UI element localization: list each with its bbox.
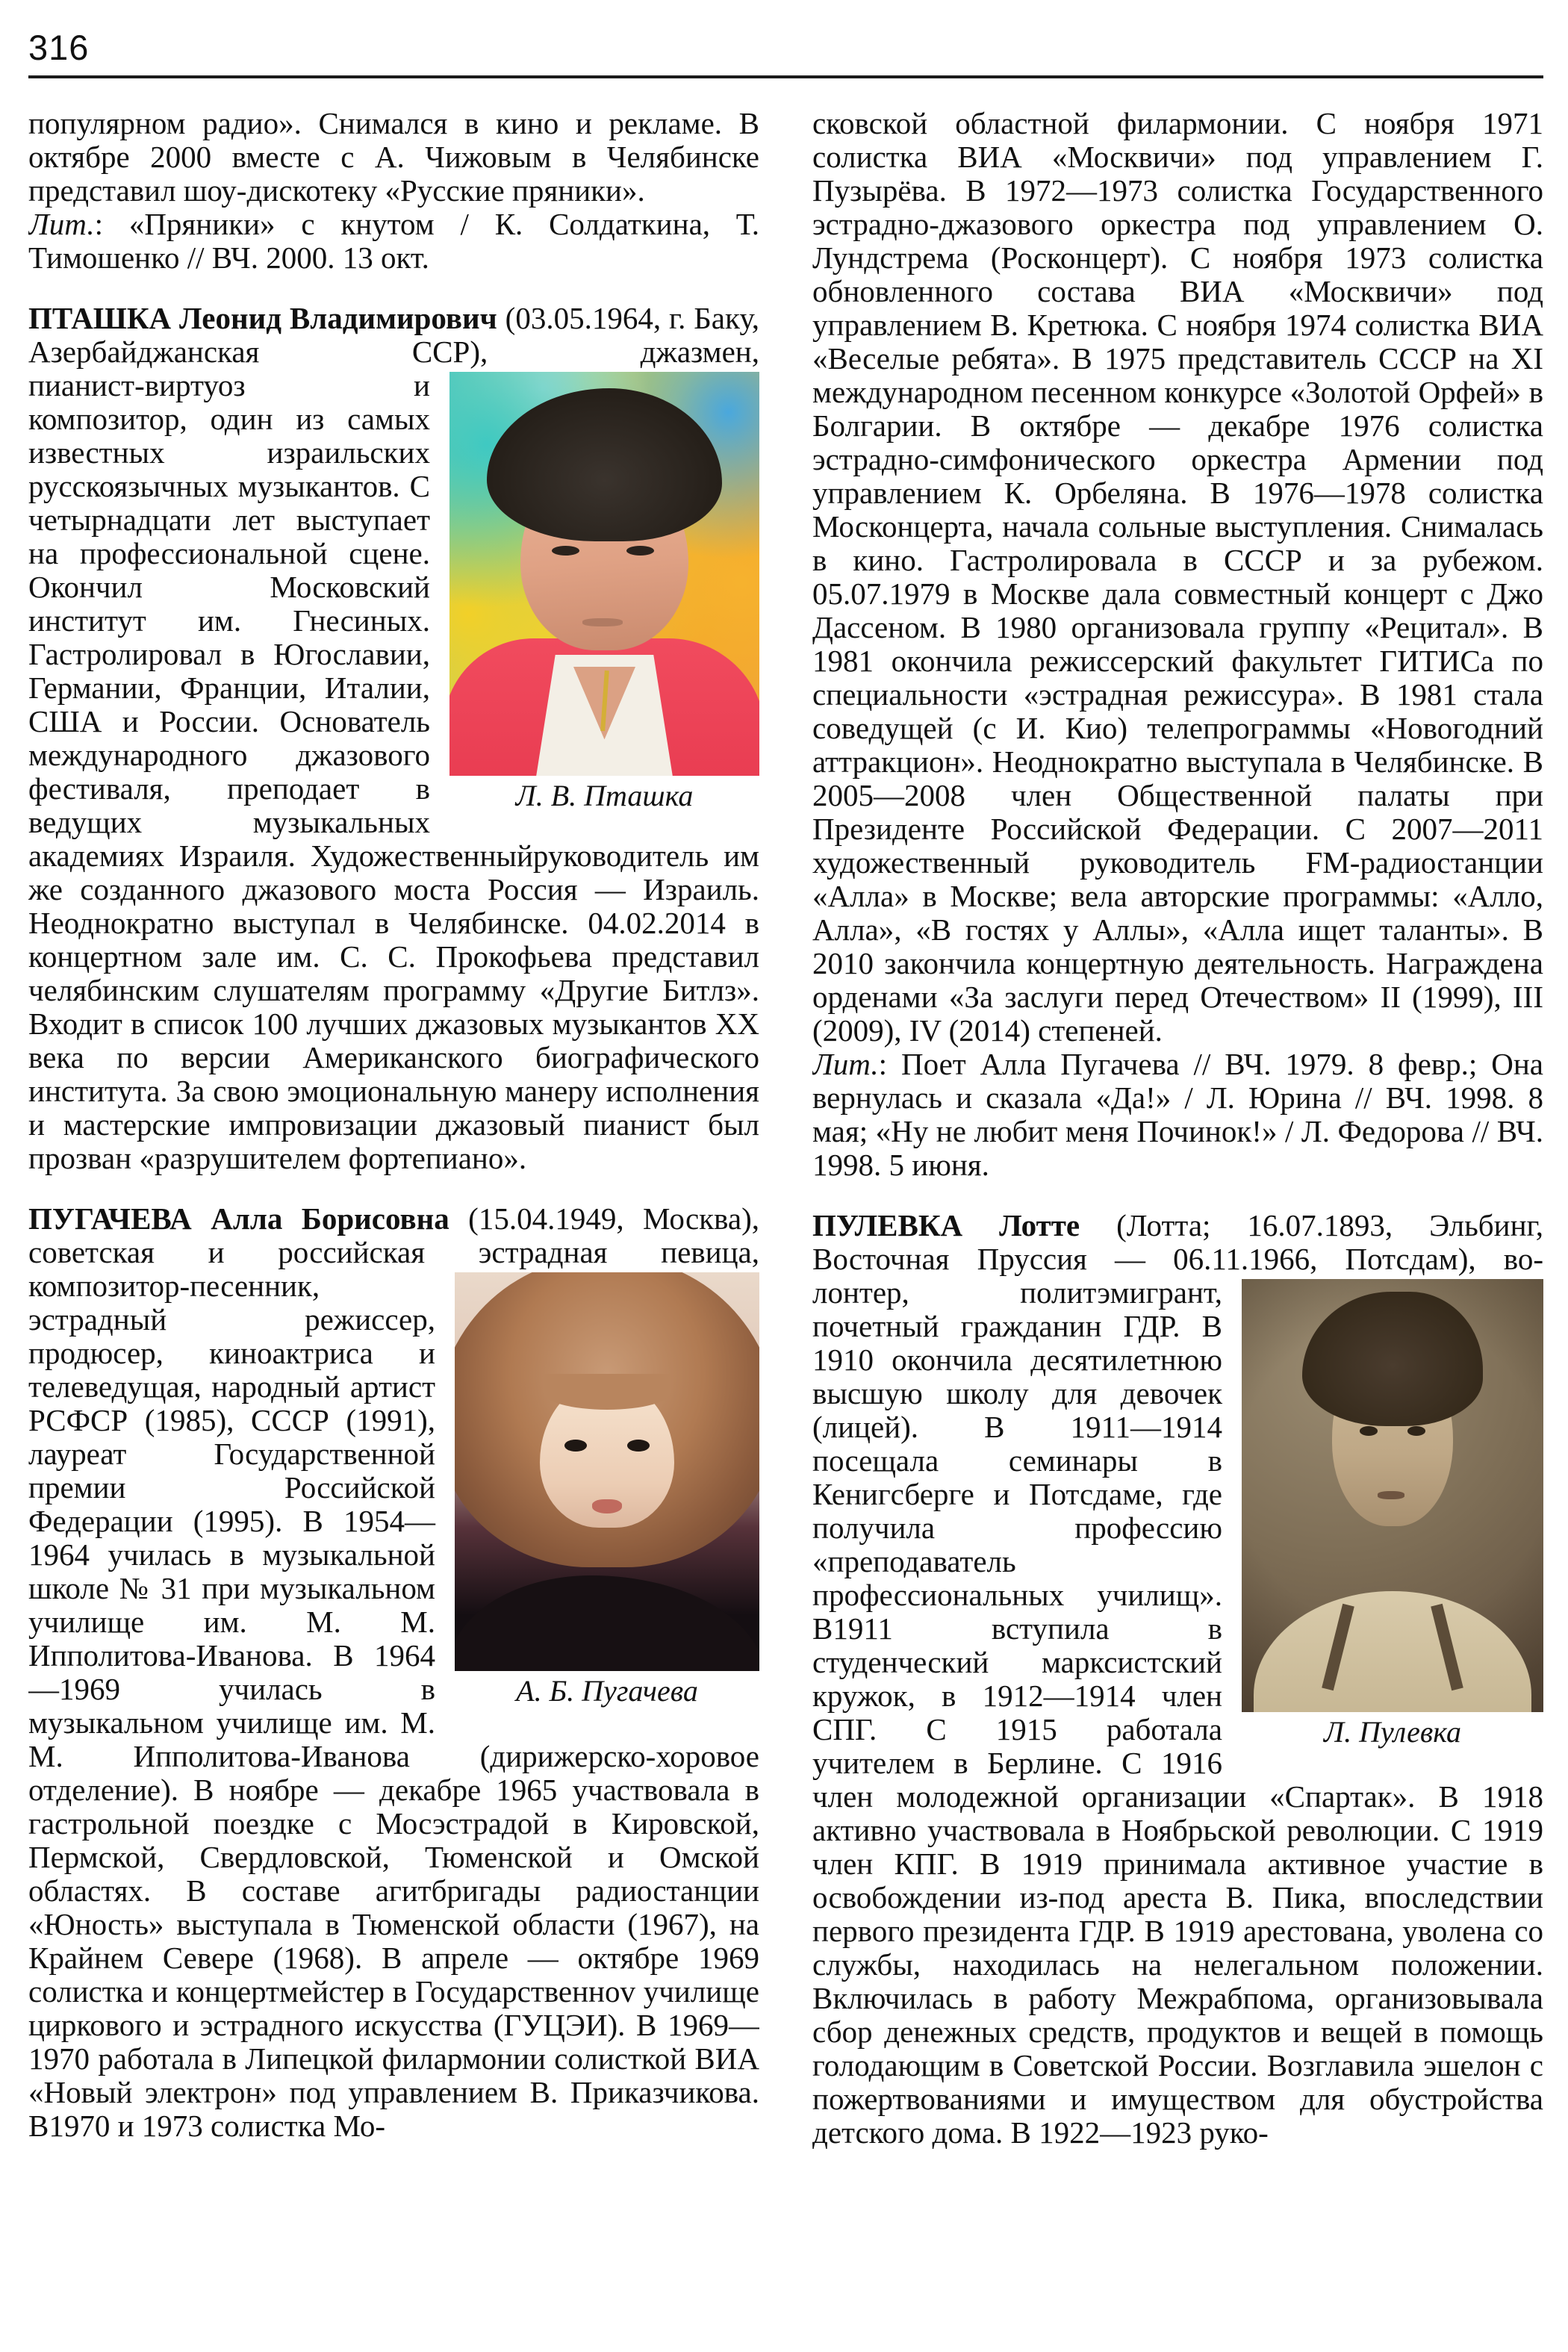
ptashka-caption: Л. В. Пташка: [515, 779, 694, 812]
left-eye: [552, 546, 579, 556]
right-eye: [626, 546, 654, 556]
entry-lead-text: (03.05.1964, г. Баку, Азербайджанская ССР), джазмен,: [28, 301, 759, 369]
entry-headword: ПУГАЧЕВА Алла Борисовна: [28, 1201, 449, 1236]
entry-pugacheva: [28, 1202, 759, 2143]
literature-reference-1: [28, 208, 759, 275]
continuation-paragraph: популярном радио». Снимался в кино и рекламе. В октябре 2000 вместе с А. Чижовым в Челябинске представил шоу-дискотеку «Русские пряники».: [28, 107, 759, 208]
lit-text: : «Пряники» с кнутом / К. Солдаткина, Т. Тимошенко // ВЧ. 2000. 13 окт.: [28, 207, 759, 275]
pulevka-photo: [1242, 1279, 1543, 1712]
entry-lead: [812, 1209, 1543, 1276]
lips: [592, 1499, 623, 1513]
entry-ptashka: [28, 302, 759, 1175]
left-eye: [1360, 1426, 1378, 1436]
mouth: [582, 618, 623, 626]
two-column-text: [28, 107, 1543, 2347]
pulevka-figure: [1242, 1279, 1543, 1749]
pugacheva-caption: А. Б. Пугачева: [516, 1674, 698, 1708]
entry-body: композитор-песенник, эстрадный режиссер, продюсер, киноактриса и телеведущая, народный артист РСФСР (1985), СССР (1991), лауреат Государственной премии Российской Федерации (1995). В 1954—1964 училась в музыкальной школе № 31 при музыкальном училище им. М. М. Ипполитова-Иванова. В 1964—1969 училась в музыкальном училище им. М. М. Ипполитова-Иванова (дирижерско-хоровое отделение). В ноябре — декабре 1965 участвовала в гастрольной поездке с Мосэстрадой в Кировской, Пермской, Свердловской, Тюменской и Омской областях. В составе агитбригады радиостанции «Юность» выступала в Тюменской области (1967), на Крайнем Севере (1968). В апреле — октябре 1969 солистка и концертмейстер в Государственнov училище циркового и эстрадного искусства (ГУЦЭИ). В 1969—1970 работала в Липецкой филармонии солисткой ВИА «Новый электрон» под управлением В. Приказчикова. В1970 и 1973 солистка Мо-: [28, 1269, 759, 2143]
ptashka-figure: [449, 372, 759, 813]
entry-headword: ПУЛЕВКА Лотте: [812, 1208, 1080, 1242]
pugacheva-photo: [455, 1272, 759, 1671]
entry-body: лонтер, политэмигрант, почетный гражданин ГДР. В 1910 окончила десятилетнюю высшую школу для девочек (лицей). В 1911—1914 посещала семинары в Кенигсберге и Потсдаме, где получила профессию «преподаватель профессиональных училищ». В1911 вступила в студенческий марксистский кружок, в 1912—1914 член СПГ. С 1915 работала учителем в Берлине. С 1916 член молодежной организации «Спартак». В 1918 активно участвовала в Ноябрьской революции. С 1919 член КПГ. В 1919 принимала активное участие в освобождении из-под ареста В. Пика, впоследствии первого президента ГДР. В 1919 арестована, уволена со службы, находилась на нелегальном положении. Включилась в работу Межрабпома, организовывала сбор денежных средств, продуктов и вещей в помощь голодающим в Советской России. Возглавила эшелон с пожертвованиями и имуществом для обустройства детского дома. В 1922—1923 руко-: [812, 1275, 1543, 2150]
entry-headword: ПТАШКА Леонид Владимирович: [28, 301, 497, 335]
header-rule: [28, 75, 1543, 78]
mouth: [1378, 1491, 1404, 1499]
pugacheva-figure: [455, 1272, 759, 1708]
bangs: [543, 1374, 671, 1410]
entry-lead: [28, 302, 759, 369]
lit-label: Лит.: [28, 207, 95, 241]
page-number: 316: [28, 28, 90, 67]
ptashka-photo: [449, 372, 759, 776]
entry-pulevka: [812, 1209, 1543, 2150]
entry-lead-text: (Лотта; 16.07.1893, Эльбинг, Восточная Пруссия — 06.11.1966, Потсдам), во-: [812, 1208, 1543, 1276]
pugacheva-continued-paragraph: сковской областной филармонии. С ноября 1971 солистка ВИА «Москвичи» под управлением Г. Пузырёва. В 1972—1973 солистка Государственного эстрадно-джазового оркестра под управлением О. Лундстрема (Росконцерт). С ноября 1973 солистка обновленного состава ВИА «Москвичи» под управлением В. Кретюка. С ноября 1974 солистка ВИА «Веселые ребята». В 1975 представитель СССР на XI международном песенном конкурсе «Золотой Орфей» в Болгарии. В октябре — декабре 1976 солистка эстрадно-симфонического оркестра Армении под управлением К. Орбеляна. В 1976—1978 солистка Москонцерта, начала сольные выступления. Снималась в кино. Гастролировала в СССР и за рубежом. 05.07.1979 в Москве дала совместный концерт с Джо Дассеном. В 1980 организовала группу «Рецитал». В 1981 окончила режиссерский факультет ГИТИСа по специальности «эстрадная режиссура». В 1981 стала соведущей (с И. Кио) телепрограммы «Новогодний аттракцион». Неоднократно выступала в Челябинске. В 2005—2008 член Общественной палаты при Президенте Российской Федерации. С 2007—2011 художественный руководитель FM-радиостанции «Алла» в Москве; вела авторские программы: «Алло, Алла», «В гостях у Аллы», «Алла ищет таланты». В 2010 закончила концертную деятельность. Награждена орденами «За заслуги перед Отечеством» II (1999), III (2009), IV (2014) степеней.: [812, 107, 1543, 1048]
lit-label: Лит.: [812, 1047, 879, 1081]
entry-lead-text: (15.04.1949, Москва), советская и российская эстрадная певица,: [28, 1201, 759, 1269]
entry-lead: [28, 1202, 759, 1269]
lit-text: : Поет Алла Пугачева // ВЧ. 1979. 8 февр.; Она вернулась и сказала «Да!» / Л. Юрина // ВЧ. 1998. 8 мая; «Ну не любит меня Починок!» / Л. Федорова // ВЧ. 1998. 5 июня.: [812, 1047, 1543, 1182]
entry-body: пианист-виртуоз и композитор, один из самых известных израильских русскоязычных музыкантов. С четырнадцати лет выступает на профессиональной сцене. Окончил Московский институт им. Гнесиных. Гастролировал в Югославии, Германии, Франции, Италии, США и России. Основатель международного джазового фестиваля, преподает в ведущих музыкальных академиях Израиля. Художественныйруководитель им же созданного джазового моста Россия — Израиль. Неоднократно выступал в Челябинске. 04.02.2014 в концертном зале им. С. С. Прокофьева представил челябинским слушателям программу «Другие Битлз». Входит в список 100 лучших джазовых музыкантов XX века по версии Американского биографического института. За свою эмоциональную манеру исполнения и мастерские импровизации джазовый пианист был прозван «разрушителем фортепиано».: [28, 368, 759, 1175]
pulevka-caption: Л. Пулевка: [1324, 1715, 1461, 1749]
left-column: [28, 107, 759, 2347]
right-column: [812, 107, 1543, 2347]
literature-reference-2: [812, 1048, 1543, 1182]
